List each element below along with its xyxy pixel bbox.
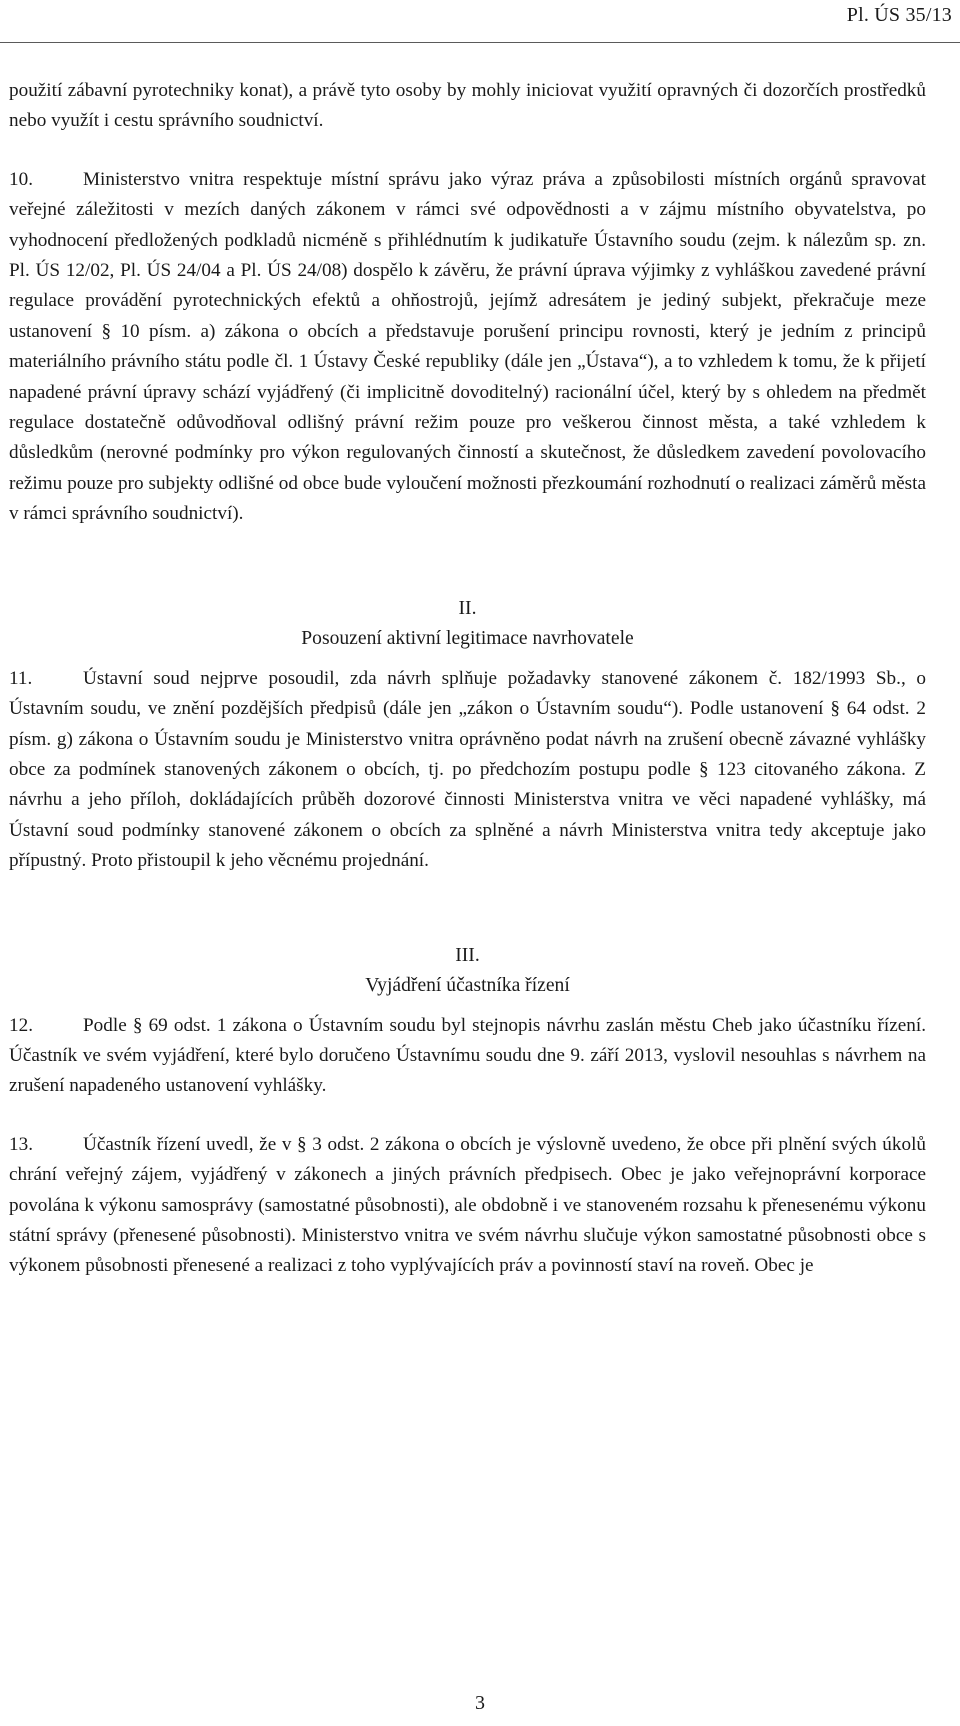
paragraph-continuation [9, 76, 926, 137]
document-body [9, 76, 926, 1282]
paragraph-13 [9, 1130, 926, 1282]
paragraph-number: 13. [9, 1133, 33, 1155]
paragraph-11 [9, 664, 926, 877]
header-divider [0, 42, 960, 43]
section-heading-iii [9, 941, 926, 1001]
case-reference: Pl. ÚS 35/13 [846, 4, 952, 26]
paragraph-number: 11. [9, 667, 33, 689]
paragraph-text: Podle § 69 odst. 1 zákona o Ústavním soudu byl stejnopis návrhu zaslán městu Cheb jako účastníku řízení. Účastník ve svém vyjádření, které bylo doručeno Ústavnímu soudu dne 9. září 2013, vyslovil nesouhlas s návrhem na zrušení napadeného ustanovení vyhlášky. [9, 1014, 926, 1097]
paragraph-number: 12. [9, 1014, 33, 1036]
section-title: Vyjádření účastníka řízení [365, 974, 570, 996]
page-number: 3 [475, 1692, 485, 1714]
paragraph-12 [9, 1011, 926, 1102]
section-numeral: II. [458, 597, 477, 619]
section-title: Posouzení aktivní legitimace navrhovatele [301, 627, 634, 649]
paragraph-text: Ústavní soud nejprve posoudil, zda návrh splňuje požadavky stanovené zákonem č. 182/1993 Sb., o Ústavním soudu, ve znění pozdějších předpisů (dále jen „zákon o Ústavním soudu“). Podle ustanovení § 64 odst. 2 písm. g) zákona o Ústavním soudu je Ministerstvo vnitra oprávněno podat návrh na zrušení obecně závazné vyhlášky obce za podmínek stanovených zákonem o obcích, tj. po předchozím postupu podle § 123 citovaného zákona. Z návrhu a jeho příloh, dokládajících průběh dozorové činnosti Ministerstva vnitra ve věci napadené vyhlášky, má Ústavní soud podmínky stanovené zákonem o obcích za splněné a návrh Ministerstva vnitra tedy akceptuje jako přípustný. Proto přistoupil k jeho věcnému projednání. [9, 667, 926, 872]
paragraph-text: Ministerstvo vnitra respektuje místní správu jako výraz práva a způsobilosti místních orgánů spravovat veřejné záležitosti v mezích daných zákonem v rámci své odpovědnosti a v zájmu místního obyvatelstva, po vyhodnocení předložených podkladů nicméně s přihlédnutím k judikatuře Ústavního soudu (zejm. k nálezům sp. zn. Pl. ÚS 12/02, Pl. ÚS 24/04 a Pl. ÚS 24/08) dospělo k závěru, že právní úprava výjimky z vyhláškou zavedené právní regulace provádění pyrotechnických efektů a ohňostrojů, jejímž adresátem je jediný subjekt, překračuje meze ustanovení § 10 písm. a) zákona o obcích a představuje porušení principu rovnosti, který je jedním z principů materiálního právního státu podle čl. 1 Ústavy České republiky (dále jen „Ústava“), a to vzhledem k tomu, že k přijetí napadené právní úpravy schází vyjádřený (či implicitně dovoditelný) racionální účel, který by s ohledem na předmět regulace dostatečně odůvodňoval odlišný právní režim pouze pro veškerou činnost města, a také vzhledem k důsledkům (nerovné podmínky pro výkon regulovaných činností a skutečnost, že důsledkem zavedení povolovacího režimu pouze pro subjekty odlišné od obce bude vyloučení možnosti přezkoumání rozhodnutí o realizaci záměrů města v rámci správního soudnictví). [9, 168, 926, 525]
section-numeral: III. [455, 944, 480, 966]
paragraph-number: 10. [9, 168, 33, 190]
paragraph-text: Účastník řízení uvedl, že v § 3 odst. 2 zákona o obcích je výslovně uvedeno, že obce při plnění svých úkolů chrání veřejný zájem, vyjádřený v zákonech a jiných právních předpisech. Obec je jako veřejnoprávní korporace povolána k výkonu samosprávy (samostatné působnosti), ale obdobně i ve stanoveném rozsahu k přenesenému výkonu státní správy (přenesené působnosti). Ministerstvo vnitra ve svém návrhu slučuje výkon samostatné působnosti obce s výkonem působnosti přenesené a realizaci z toho vyplývajících práv a povinností staví na roveň. Obec je [9, 1133, 926, 1277]
paragraph-text: použití zábavní pyrotechniky konat), a právě tyto osoby by mohly iniciovat využití opravných či dozorčích prostředků nebo využít i cestu správního soudnictví. [9, 80, 926, 132]
paragraph-10 [9, 165, 926, 530]
section-heading-ii [9, 594, 926, 654]
